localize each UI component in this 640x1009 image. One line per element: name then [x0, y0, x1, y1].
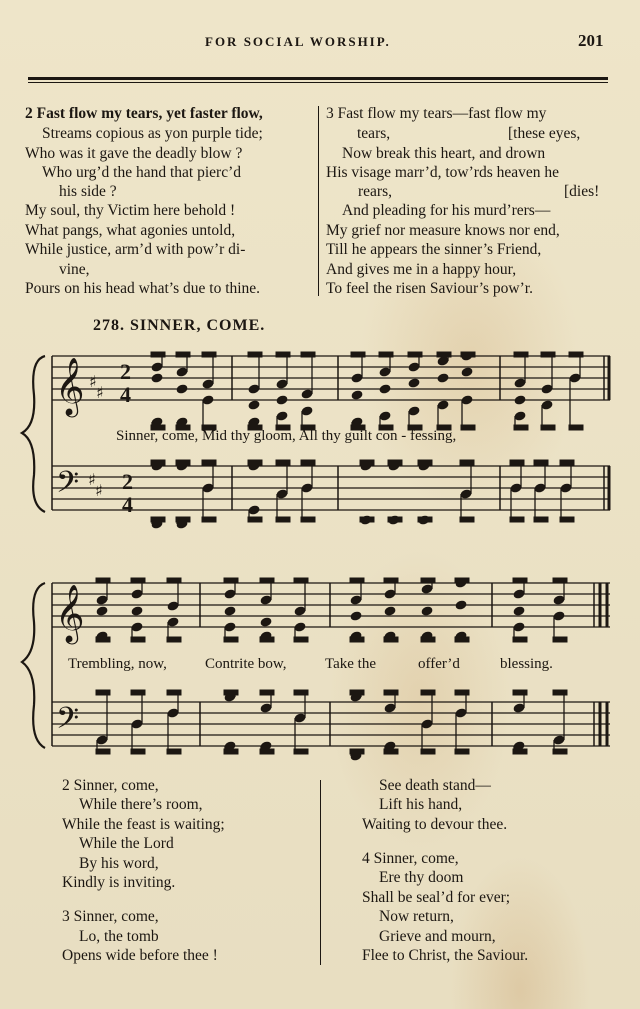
- note-beam: [131, 578, 145, 583]
- note-head: [248, 400, 260, 410]
- note-head: [421, 606, 433, 616]
- note-head: [541, 400, 553, 410]
- note-beam: [513, 690, 527, 695]
- note-beam: [350, 578, 364, 583]
- note-head: [301, 483, 313, 493]
- note-head: [248, 505, 260, 515]
- note-head: [202, 395, 214, 405]
- note-beam: [224, 578, 238, 583]
- stanza-line: While the feast is waiting;: [62, 816, 225, 833]
- stanza-line: While the Lord: [79, 835, 174, 852]
- note-head: [408, 406, 420, 416]
- verse-line: And gives me in a happy hour,: [326, 261, 517, 278]
- note-beam: [151, 517, 165, 522]
- note-head: [301, 406, 313, 416]
- lyrics-segment: offer’d: [418, 656, 460, 672]
- stanza-line: 4 Sinner, come,: [362, 850, 459, 867]
- note-beam: [461, 425, 475, 430]
- note-beam: [455, 637, 469, 642]
- note-beam: [294, 578, 308, 583]
- verse-line: My soul, thy Victim here behold !: [25, 202, 236, 219]
- note-head: [513, 606, 525, 616]
- note-beam: [553, 578, 567, 583]
- note-beam: [514, 352, 528, 357]
- stanza-line: Flee to Christ, the Saviour.: [362, 947, 529, 964]
- verse-line: 2 Fast flow my tears, yet faster flow,: [25, 105, 263, 122]
- note-beam: [276, 460, 290, 465]
- note-beam: [379, 352, 393, 357]
- note-beam: [553, 749, 567, 754]
- note-head: [276, 411, 288, 421]
- verse-line: vine,: [59, 261, 90, 278]
- note-beam: [350, 690, 364, 695]
- sharp-icon: ♯: [96, 383, 104, 402]
- stanza-line: Opens wide before thee !: [62, 947, 218, 964]
- note-beam: [96, 578, 110, 583]
- brace-2: [22, 583, 45, 748]
- note-head: [276, 379, 288, 389]
- note-beam: [513, 578, 527, 583]
- note-head: [379, 411, 391, 421]
- note-head: [455, 600, 467, 610]
- note-head: [553, 735, 565, 745]
- verse-line: [these eyes,: [508, 125, 581, 142]
- note-head: [514, 395, 526, 405]
- note-beam: [455, 749, 469, 754]
- note-head: [421, 719, 433, 729]
- time-sig-top: 2: [122, 469, 133, 494]
- note-head: [534, 483, 546, 493]
- lyrics-segment: Take the: [325, 656, 377, 672]
- lyrics-segment: blessing.: [500, 656, 553, 672]
- note-beam: [248, 352, 262, 357]
- verse-line: What pangs, what agonies untold,: [25, 222, 236, 239]
- note-beam: [260, 749, 274, 754]
- note-head: [461, 367, 473, 377]
- verse-line: To feel the risen Saviour’s pow’r.: [326, 280, 533, 297]
- note-head: [276, 395, 288, 405]
- note-head: [224, 622, 236, 632]
- note-beam: [541, 352, 555, 357]
- note-head: [421, 584, 433, 594]
- treble-clef-icon: 𝄞: [55, 584, 85, 642]
- note-beam: [294, 749, 308, 754]
- note-head: [276, 489, 288, 499]
- note-head: [224, 589, 236, 599]
- note-beam: [437, 352, 451, 357]
- sharp-icon: ♯: [88, 470, 96, 489]
- note-head: [131, 606, 143, 616]
- stanza-line: By his word,: [79, 855, 159, 872]
- note-head: [260, 595, 272, 605]
- stanza-line: Grieve and mourn,: [379, 928, 496, 945]
- note-head: [455, 708, 467, 718]
- note-beam: [276, 352, 290, 357]
- note-beam: [151, 460, 165, 465]
- note-beam: [560, 517, 574, 522]
- page-number: 201: [578, 31, 604, 50]
- note-beam: [455, 690, 469, 695]
- sharp-icon: ♯: [95, 481, 103, 500]
- note-beam: [202, 517, 216, 522]
- note-beam: [534, 460, 548, 465]
- stanza-line: Lo, the tomb: [79, 928, 159, 945]
- note-beam: [455, 578, 469, 583]
- note-head: [176, 367, 188, 377]
- note-head: [437, 373, 449, 383]
- note-beam: [294, 637, 308, 642]
- note-beam: [176, 460, 190, 465]
- note-beam: [202, 460, 216, 465]
- note-beam: [260, 637, 274, 642]
- note-head: [437, 400, 449, 410]
- note-head: [131, 719, 143, 729]
- note-beam: [569, 425, 583, 430]
- note-head: [513, 589, 525, 599]
- hymn-title: 278. SINNER, COME.: [93, 317, 266, 334]
- verse-line: 3 Fast flow my tears—fast flow my: [326, 105, 547, 122]
- note-beam: [514, 425, 528, 430]
- bass-staff-1: [52, 466, 610, 510]
- note-beam: [131, 749, 145, 754]
- note-head: [294, 713, 306, 723]
- note-beam: [96, 749, 110, 754]
- note-beam: [553, 637, 567, 642]
- note-beam: [131, 637, 145, 642]
- note-beam: [301, 352, 315, 357]
- verse-line: [dies!: [564, 183, 600, 200]
- note-beam: [421, 749, 435, 754]
- note-beam: [176, 352, 190, 357]
- verse-line: Now break this heart, and drown: [342, 145, 546, 162]
- note-beam: [384, 690, 398, 695]
- note-head: [460, 489, 472, 499]
- verse-line: Streams copious as yon purple tide;: [42, 125, 263, 142]
- treble-staff-2: [52, 583, 610, 627]
- note-head: [553, 611, 565, 621]
- bass-clef-icon: 𝄢: [56, 466, 80, 507]
- note-beam: [460, 460, 474, 465]
- verse-line: tears,: [357, 125, 391, 142]
- stanza-line: See death stand—: [379, 777, 491, 794]
- note-beam: [167, 578, 181, 583]
- note-head: [379, 367, 391, 377]
- note-beam: [461, 352, 475, 357]
- note-beam: [202, 352, 216, 357]
- note-head: [569, 373, 581, 383]
- stanza-line: 2 Sinner, come,: [62, 777, 159, 794]
- verse-line: his side ?: [59, 183, 117, 200]
- note-head: [560, 483, 572, 493]
- stanza-line: Ere thy doom: [379, 869, 464, 886]
- note-beam: [260, 690, 274, 695]
- note-head: [384, 703, 396, 713]
- lyrics-segment: Contrite bow,: [205, 656, 287, 672]
- note-beam: [350, 637, 364, 642]
- note-head: [379, 384, 391, 394]
- note-beam: [248, 460, 262, 465]
- note-head: [260, 703, 272, 713]
- stanza-line: Shall be seal’d for ever;: [362, 889, 511, 906]
- sharp-icon: ♯: [89, 372, 97, 391]
- note-beam: [224, 690, 238, 695]
- treble-staff-1: [52, 356, 610, 400]
- note-beam: [421, 578, 435, 583]
- note-beam: [294, 690, 308, 695]
- note-head: [131, 622, 143, 632]
- note-beam: [460, 517, 474, 522]
- note-head: [167, 617, 179, 627]
- note-beam: [510, 460, 524, 465]
- note-beam: [248, 517, 262, 522]
- note-beam: [569, 352, 583, 357]
- note-beam: [513, 637, 527, 642]
- note-head: [514, 378, 526, 388]
- note-head: [294, 622, 306, 632]
- stanza-line: Waiting to devour thee.: [362, 816, 508, 833]
- note-beam: [421, 637, 435, 642]
- verse-line: While justice, arm’d with pow’r di-: [25, 241, 246, 258]
- verse-line: Pours on his head what’s due to thine.: [25, 280, 261, 297]
- note-head: [202, 483, 214, 493]
- stanza-line: Lift his hand,: [379, 796, 463, 813]
- note-head: [96, 595, 108, 605]
- stanza-line: Now return,: [379, 908, 454, 925]
- running-title: FOR SOCIAL WORSHIP.: [205, 34, 391, 49]
- bass-clef-icon: 𝄢: [56, 702, 80, 743]
- verse-line: My grief nor measure knows nor end,: [326, 222, 560, 239]
- note-beam: [541, 425, 555, 430]
- note-beam: [224, 637, 238, 642]
- note-head: [96, 735, 108, 745]
- note-head: [351, 373, 363, 383]
- note-beam: [560, 460, 574, 465]
- note-beam: [553, 690, 567, 695]
- note-beam: [131, 690, 145, 695]
- note-beam: [224, 749, 238, 754]
- note-head: [224, 606, 236, 616]
- time-sig-top: 2: [120, 359, 131, 384]
- verse-line: Who urg’d the hand that pierc’d: [42, 164, 241, 181]
- note-beam: [384, 749, 398, 754]
- brace-1: [22, 356, 45, 512]
- note-head: [131, 589, 143, 599]
- note-beam: [350, 749, 364, 754]
- treble-clef-icon: 𝄞: [55, 357, 85, 415]
- note-beam: [96, 637, 110, 642]
- note-beam: [421, 690, 435, 695]
- note-head: [176, 384, 188, 394]
- verse-line: rears,: [358, 183, 392, 200]
- note-head: [301, 389, 313, 399]
- note-head: [167, 601, 179, 611]
- lyrics-segment: Trembling, now,: [68, 656, 167, 672]
- note-beam: [176, 517, 190, 522]
- note-beam: [408, 352, 422, 357]
- verse-line: Who was it gave the deadly blow ?: [25, 145, 243, 162]
- note-beam: [418, 460, 432, 465]
- note-head: [350, 611, 362, 621]
- note-beam: [351, 352, 365, 357]
- stanza-line: While there’s room,: [79, 796, 203, 813]
- note-head: [202, 379, 214, 389]
- verse-line: And pleading for his murd’rers—: [342, 202, 551, 219]
- note-beam: [301, 460, 315, 465]
- note-beam: [276, 517, 290, 522]
- verse-line: His visage marr’d, tow’rds heaven he: [326, 164, 559, 181]
- note-head: [510, 483, 522, 493]
- note-beam: [260, 578, 274, 583]
- time-sig-bottom: 4: [122, 492, 133, 517]
- note-head: [408, 378, 420, 388]
- note-head: [151, 362, 163, 372]
- verse-line: Till he appears the sinner’s Friend,: [326, 241, 542, 258]
- note-beam: [167, 690, 181, 695]
- stanza-line: 3 Sinner, come,: [62, 908, 159, 925]
- note-head: [384, 589, 396, 599]
- note-head: [514, 411, 526, 421]
- note-head: [260, 617, 272, 627]
- note-head: [513, 622, 525, 632]
- note-head: [553, 595, 565, 605]
- note-head: [351, 390, 363, 400]
- lyrics-line-1: Sinner, come, Mid thy gloom, All thy guilt con - fessing,: [116, 428, 457, 444]
- note-head: [541, 384, 553, 394]
- note-beam: [388, 517, 402, 522]
- note-beam: [384, 637, 398, 642]
- note-beam: [510, 517, 524, 522]
- note-beam: [360, 460, 374, 465]
- note-head: [96, 606, 108, 616]
- note-beam: [513, 749, 527, 754]
- stanza-line: Kindly is inviting.: [62, 874, 176, 891]
- note-beam: [96, 690, 110, 695]
- note-beam: [167, 749, 181, 754]
- note-head: [151, 373, 163, 383]
- column-divider: [320, 780, 321, 965]
- note-head: [350, 595, 362, 605]
- note-head: [294, 606, 306, 616]
- note-head: [513, 703, 525, 713]
- note-beam: [388, 460, 402, 465]
- note-beam: [534, 517, 548, 522]
- time-sig-bottom: 4: [120, 382, 131, 407]
- note-head: [248, 384, 260, 394]
- note-beam: [418, 517, 432, 522]
- note-beam: [384, 578, 398, 583]
- note-beam: [301, 517, 315, 522]
- note-beam: [151, 352, 165, 357]
- note-head: [461, 395, 473, 405]
- note-beam: [167, 637, 181, 642]
- note-head: [167, 708, 179, 718]
- note-head: [408, 362, 420, 372]
- note-head: [384, 606, 396, 616]
- note-beam: [360, 517, 374, 522]
